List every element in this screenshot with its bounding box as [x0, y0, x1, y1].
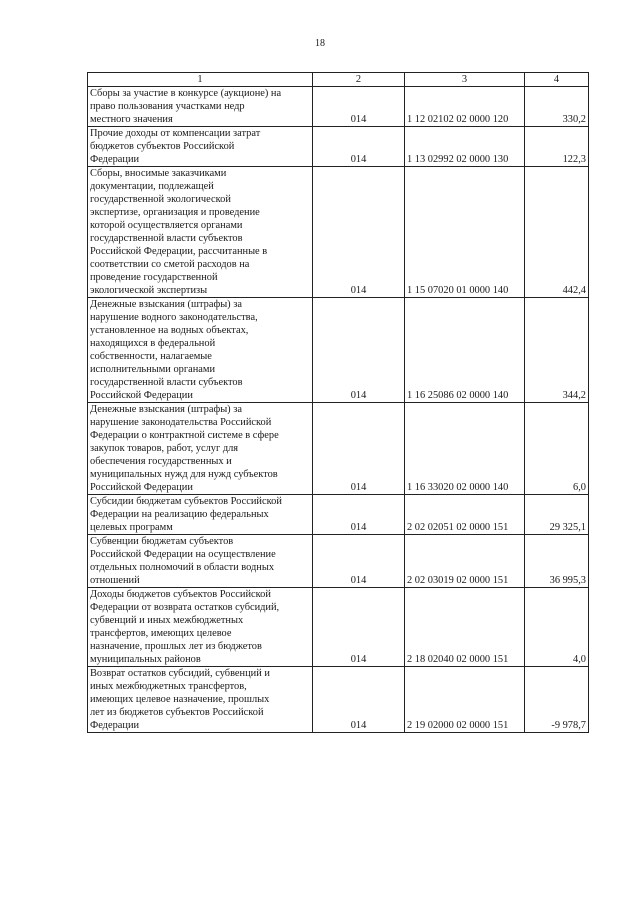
description-line: имеющих целевое назначение, прошлых [90, 694, 270, 705]
budget-classification-code: 2 02 02051 02 0000 151 [405, 495, 525, 535]
column-header-3: 3 [405, 73, 525, 87]
page-number: 18 [315, 38, 325, 49]
admin-code: 014 [313, 535, 405, 588]
table-row [88, 495, 589, 535]
amount: -9 978,7 [525, 667, 589, 733]
description-line: государственной власти субъектов [90, 233, 243, 244]
description-line: муниципальных нужд для нужд субъектов [90, 469, 278, 480]
column-header-1: 1 [88, 73, 313, 87]
admin-code: 014 [313, 298, 405, 403]
budget-classification-code: 1 16 33020 02 0000 140 [405, 403, 525, 495]
revenue-description [88, 588, 313, 667]
description-line: Денежные взыскания (штрафы) за [90, 299, 242, 310]
description-line: Федерации от возврата остатков субсидий, [90, 602, 280, 613]
description-line: местного значения [90, 114, 173, 125]
description-line: исполнительными органами [90, 364, 216, 375]
revenue-description [88, 403, 313, 495]
budget-classification-code: 2 02 03019 02 0000 151 [405, 535, 525, 588]
table-row [88, 535, 589, 588]
budget-classification-code: 2 19 02000 02 0000 151 [405, 667, 525, 733]
table-body [88, 87, 589, 733]
revenue-description [88, 87, 313, 127]
revenue-table [87, 72, 589, 733]
description-line: Федерации о контрактной системе в сфере [90, 430, 279, 441]
amount: 6,0 [525, 403, 589, 495]
description-line: проведение государственной [90, 272, 218, 283]
table-row [88, 87, 589, 127]
table-row [88, 167, 589, 298]
description-line: отношений [90, 575, 140, 586]
description-line: муниципальных районов [90, 654, 201, 665]
budget-classification-code: 2 18 02040 02 0000 151 [405, 588, 525, 667]
table-header [88, 73, 589, 87]
description-line: Прочие доходы от компенсации затрат [90, 128, 261, 139]
budget-classification-code: 1 15 07020 01 0000 140 [405, 167, 525, 298]
description-line: государственной экологической [90, 194, 231, 205]
description-line: Возврат остатков субсидий, субвенций и [90, 668, 270, 679]
description-line: бюджетов субъектов Российской [90, 141, 235, 152]
table-row [88, 588, 589, 667]
description-line: трансфертов, имеющих целевое [90, 628, 232, 639]
description-line: Субвенции бюджетам субъектов [90, 536, 234, 547]
revenue-description [88, 167, 313, 298]
revenue-description [88, 127, 313, 167]
description-line: целевых программ [90, 522, 173, 533]
description-line: нарушение законодательства Российской [90, 417, 272, 428]
description-line: экологической экспертизы [90, 285, 208, 296]
description-line: государственной власти субъектов [90, 377, 243, 388]
description-line: право пользования участками недр [90, 101, 245, 112]
description-line: Российской Федерации на осуществление [90, 549, 276, 560]
amount: 344,2 [525, 298, 589, 403]
admin-code: 014 [313, 403, 405, 495]
amount: 442,4 [525, 167, 589, 298]
description-line: Российской Федерации [90, 482, 193, 493]
budget-classification-code: 1 16 25086 02 0000 140 [405, 298, 525, 403]
amount: 36 995,3 [525, 535, 589, 588]
amount: 29 325,1 [525, 495, 589, 535]
description-line: Субсидии бюджетам субъектов Российской [90, 496, 282, 507]
description-line: документации, подлежащей [90, 181, 214, 192]
column-header-2: 2 [313, 73, 405, 87]
description-line: Федерации [90, 720, 140, 731]
admin-code: 014 [313, 588, 405, 667]
description-line: которой осуществляется органами [90, 220, 243, 231]
description-line: находящихся в федеральной [90, 338, 216, 349]
description-line: Федерации на реализацию федеральных [90, 509, 269, 520]
admin-code: 014 [313, 87, 405, 127]
amount: 330,2 [525, 87, 589, 127]
description-line: нарушение водного законодательства, [90, 312, 258, 323]
table-row [88, 127, 589, 167]
admin-code: 014 [313, 667, 405, 733]
admin-code: 014 [313, 127, 405, 167]
table-row [88, 403, 589, 495]
description-line: Сборы за участие в конкурсе (аукционе) на [90, 88, 282, 99]
description-line: соответствии со сметой расходов на [90, 259, 250, 270]
revenue-description [88, 667, 313, 733]
admin-code: 014 [313, 167, 405, 298]
revenue-description [88, 535, 313, 588]
description-line: собственности, налагаемые [90, 351, 212, 362]
description-line: Федерации [90, 154, 140, 165]
description-line: иных межбюджетных трансфертов, [90, 681, 247, 692]
description-line: Денежные взыскания (штрафы) за [90, 404, 242, 415]
revenue-description [88, 298, 313, 403]
description-line: Российской Федерации, рассчитанные в [90, 246, 268, 257]
column-header-4: 4 [525, 73, 589, 87]
table-row [88, 667, 589, 733]
amount: 4,0 [525, 588, 589, 667]
description-line: Сборы, вносимые заказчиками [90, 168, 227, 179]
description-line: обеспечения государственных и [90, 456, 232, 467]
description-line: закупок товаров, работ, услуг для [90, 443, 239, 454]
budget-classification-code: 1 12 02102 02 0000 120 [405, 87, 525, 127]
admin-code: 014 [313, 495, 405, 535]
description-line: экспертизе, организация и проведение [90, 207, 260, 218]
revenue-description [88, 495, 313, 535]
description-line: отдельных полномочий в области водных [90, 562, 275, 573]
description-line: субвенций и иных межбюджетных [90, 615, 244, 626]
table-row [88, 298, 589, 403]
amount: 122,3 [525, 127, 589, 167]
budget-classification-code: 1 13 02992 02 0000 130 [405, 127, 525, 167]
description-line: назначение, прошлых лет из бюджетов [90, 641, 262, 652]
description-line: лет из бюджетов субъектов Российской [90, 707, 264, 718]
description-line: установленное на водных объектах, [90, 325, 249, 336]
description-line: Доходы бюджетов субъектов Российской [90, 589, 271, 600]
description-line: Российской Федерации [90, 390, 193, 401]
